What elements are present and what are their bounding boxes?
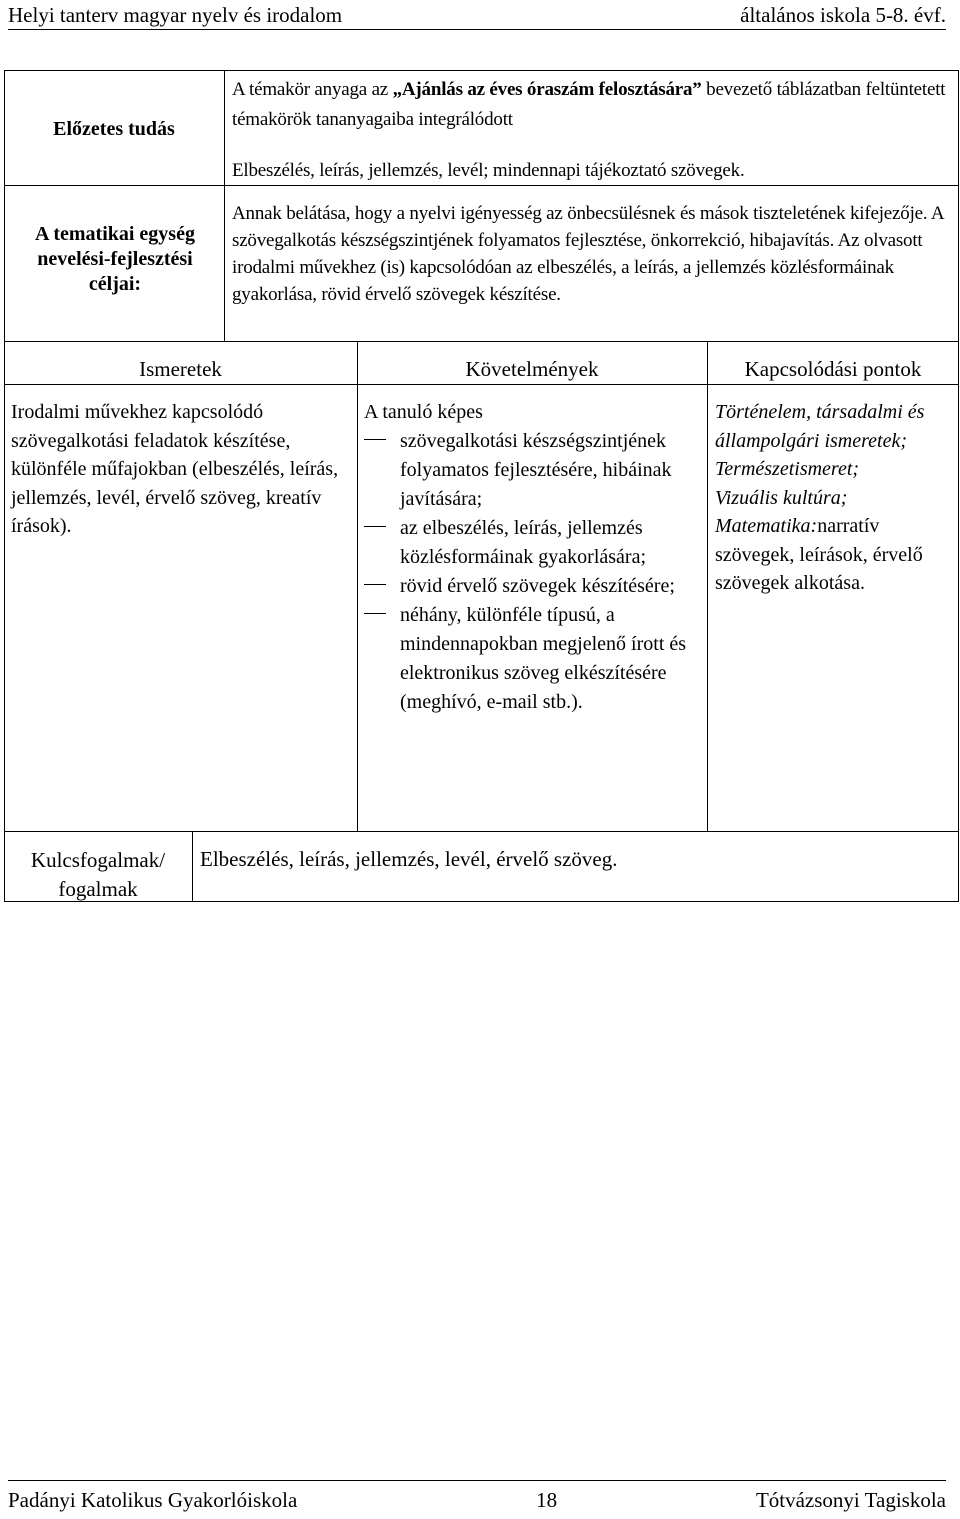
kapcsolodasi-line-4-rest: narratív szövegek, leírások, érvelő szövegek alkotása. [715,515,923,594]
column-divider-1 [357,341,358,831]
dash-bullet [364,439,386,440]
column-header-kovetelmenyek: Követelmények [465,357,599,381]
header-rule [8,29,946,30]
page-header [8,0,946,32]
column-header-rule [4,384,959,385]
kovetelmenyek-intro: A tanuló képes [364,401,483,423]
list-item: rövid érvelő szövegek készítésére; [364,572,699,601]
kovetelmenyek-cell [364,398,699,717]
prior-divider [224,70,225,342]
kovetelmenyek-list [364,427,699,717]
page-footer [8,1488,946,1513]
kapcsolodasi-line-2: Természetismeret; [715,458,860,480]
kapcsolodasi-line-4-italic: Matematika: [715,515,818,537]
prior-text-2: Elbeszélés, leírás, jellemzés, levél; mindennapi tájékoztató szövegek. [232,160,745,181]
list-item: néhány, különféle típusú, a mindennapokban megjelenő írott és elektronikus szöveg elkészítésére (meghívó, e-mail stb.). [364,601,699,717]
header-left: Helyi tanterv magyar nyelv és irodalom [8,3,343,27]
kulcs-label: Kulcsfogalmak/ fogalmak [30,848,166,901]
page-number: 18 [536,1488,558,1512]
ismeretek-text: Irodalmi művekhez kapcsolódó szövegalkotási feladatok készítése, különféle műfajokban (elbeszélés, leírás, jellemzés, levél, érvelő szöveg, kreatív írások). [11,401,339,537]
prior-text-bold: „Ajánlás az éves óraszám felosztására” [392,79,702,100]
goals-label: A tematikai egység nevelési-fejlesztési céljai: [35,223,195,295]
footer-rule [8,1480,946,1481]
list-item: az elbeszélés, leírás, jellemzés közlésformáinak gyakorlására; [364,514,699,572]
dash-bullet [364,613,386,614]
column-header-ismeretek: Ismeretek [139,357,222,381]
goals-text: Annak belátása, hogy a nyelvi igényesség az önbecsülésnek és mások tiszteletének kifejezője. A szövegalkotás készségszintjének folyamatos fejlesztése, önkorrekció, hibajavítás. Az olvasott irodalmi művekhez (is) kapcsolódóan az elbeszélés, a leírás, a jellemzés közlésformáinak gyakorlása, rövid érvelő szövegek készítése. [232,203,944,305]
list-item: szövegalkotási készségszintjének folyamatos fejlesztésére, hibáinak javítására; [364,427,699,514]
prior-label: Előzetes tudás [53,118,175,140]
column-header-kapcsolodasi: Kapcsolódási pontok [744,357,922,381]
kapcsolodasi-cell [715,398,955,598]
kulcs-divider [192,831,193,902]
footer-right: Tótvázsonyi Tagiskola [755,1488,946,1512]
kulcs-separator [4,831,959,832]
kulcs-text: Elbeszélés, leírás, jellemzés, levél, érvelő szöveg. [200,847,618,871]
column-divider-2 [707,341,708,831]
footer-left: Padányi Katolikus Gyakorlóiskola [8,1488,298,1512]
prior-text: A témakör anyaga az „Ajánlás az éves óraszám felosztására” bevezető táblázatban feltüntetett témakörök tananyagaiba integrálódott [232,79,946,130]
header-right: általános iskola 5-8. évf. [740,3,946,27]
kapcsolodasi-line-3: Vizuális kultúra; [715,486,848,509]
kapcsolodasi-line-1: Történelem, társadalmi és állampolgári ismeretek; [715,401,925,452]
prior-goals-separator [4,185,959,186]
dash-bullet [364,526,386,527]
dash-bullet [364,584,386,585]
